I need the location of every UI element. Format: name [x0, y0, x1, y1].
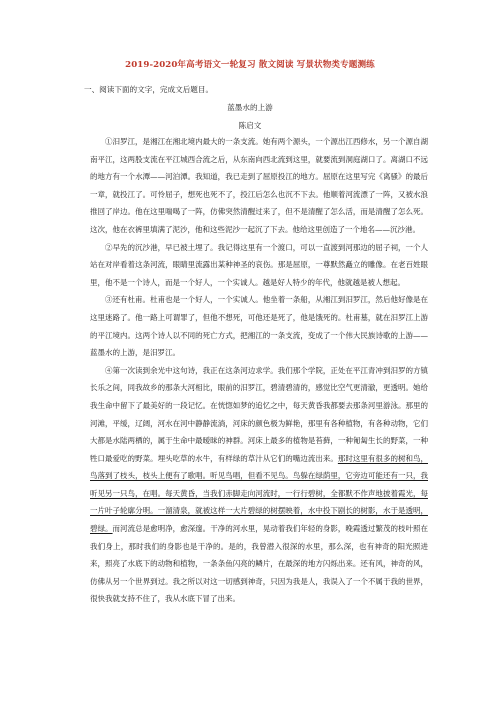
paragraph-3: ③还有杜甫。杜甫也是一个好人，一个实诚人。他坐着一条船，从湘江到汨罗江，然后他好像是在这里迷路了。他一路上可谓罪了，但他不想死，可他还是死了，他是饿死的。杜甫墓，就在汨罗江上游的平江境内。这两个诗人以不同的死亡方式，把湘江的一条支流，变成了一个伟大民族诗歌的上游——蓝墨水的上游，是汨罗江。	[90, 295, 428, 358]
article-title: 蓝墨水的上游	[227, 103, 273, 112]
instruction-text: 一、阅读下面的文字，完成文后题目。	[84, 85, 214, 94]
article-author: 陈启文	[238, 121, 262, 130]
article-body	[90, 133, 428, 608]
paragraph-1: ①汨罗江，是湘江在湘北境内最大的一条支流。她有两个源头，一个源出江西修水，另一个源自湖南平江，这两股支流在平江城西合流之后，从东南向西北流到这里，就要流到洞庭湖口了。离湖口不远的地方有一个水潭——河泊潭。我知道，我已走到了屈原投江的地方。屈原在这里写完《离骚》的最后一章，就投江了。可怜屈子，想死也死不了，投江后怎么也沉不下去。他顺着河流漂了一阵，又被水浪推回了岸边。他在这里喘喝了一阵，仿佛突然清醒过来了，但不是清醒了怎么活，而是清醒了怎么死。这次，他在衣裤里填满了泥沙，他和这些泥沙一起沉了下去。他给这里创造了一个地名——沉沙港。	[90, 137, 428, 234]
paragraph-2: ②早先的沉沙港，早已被土埋了。我记得这里有一个渡口，可以一直渡到河那边的屈子祠，一个人站在对岸看着这条河流，眼睛里流露出某种神圣的哀伤。那是屈原，一尊默然矗立的雕像。在老百姓眼里，他不是一个诗人，而是一个好人，一个实诚人。越是好人特少的年代，他就越是被人想起。	[90, 242, 428, 287]
underlined-passage: 那时这里有很多的树和鸟，鸟落到了枝头，枝头上便有了歌唱。听见鸟唱，但看不见鸟。鸟躲在绿荫里，它旁边可能还有一只，我听见另一只鸟，在唱。每天黄昏，当我们赤脚走向河流时，一行行碧树，全都默不作声地披着霞光，每一片叶子轮廓分明。一溜清泉，就被这样一大片碧绿的树摆映着，水中投下剧长的树影，水于是透明，碧绿。	[90, 453, 428, 534]
paragraph-4	[90, 362, 428, 608]
document-title: 2019-2020年高考语文一轮复习 散文阅读 写景状物类专题测练	[125, 60, 375, 70]
paragraph-4-end: 而河流总是愈明净，愈深邃。干净的河水里，晃动着我们年轻的身影，晚霞透过繁茂的枝叶照在我们身上，那时我们的身影也是干净的。是的，我曾潜入很深的水里，那么深，也有神奇的阳光照进来，照亮了水底下的动物和植物，一条条鱼闪亮的鳞片，在最深的地方闪烁出来。还有风，神奇的风，仿佛从另一个世界到过。我之所以对这一切感到神奇，只因为我是人，我误入了一个不属于我的世界，很快我就支持不住了，我从水底下冒了出来。	[90, 524, 429, 604]
paragraph-4-start: ④第一次读到余光中这句诗，我正在这条河边求学。我们那个学院，正处在平江青冲到汨罗的方镇长乐之间，同我故乡的那条大河相比，眼前的汨罗江，碧清碧清的，感觉比空气更清澈，更透明。她给我生命中留下了最美好的一段记忆。在恍惚如梦的追忆之中，每天黄昏我都要去那条河里游泳。那里的河滩，平缓，辽阔，河水在河中静静流淌，河床的颜色极为鲜艳，那里有各种植物，有各种动物，它们大都是水陆两栖的，属于生命中最暧昧的神群。河床上最多的植物是苔藓，一种匍匐生长的野菜，一种牲口最爱吃的野菜。埋头吃草的水牛，有样绿的草汁从它们的嘴边流出来。	[90, 365, 428, 463]
